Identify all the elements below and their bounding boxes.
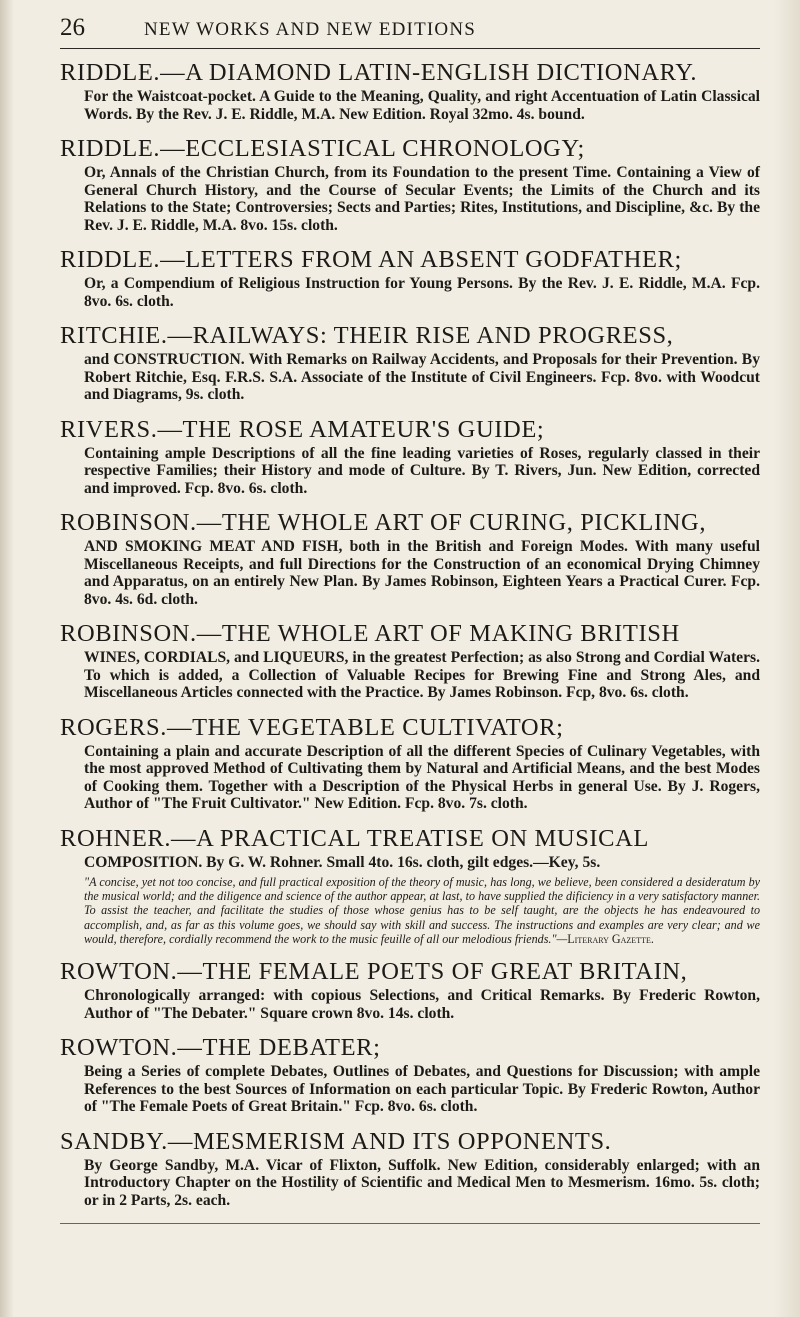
running-title: NEW WORKS AND NEW EDITIONS [144, 19, 477, 40]
entry-headline: ROWTON.—THE DEBATER; [60, 1034, 381, 1062]
catalogue-entry [60, 322, 760, 404]
header-rule [60, 48, 760, 49]
entry-headline: RIDDLE.—ECCLESIASTICAL CHRONOLOGY; [60, 135, 585, 162]
entry-headline: SANDBY.—MESMERISM AND ITS OPPONENTS. [60, 1127, 612, 1155]
entry-description: For the Waistcoat-pocket. A Guide to the Meaning, Quality, and right Accentuation of Latin Classical Words. By the Rev. J. E. Riddle, M.A. New Edition. Royal 32mo. 4s. bound. [84, 88, 760, 123]
entry-description: WINES, CORDIALS, and LIQUEURS, in the greatest Perfection; as also Strong and Cordial Waters. To which is added, a Collection of Valuable Recipes for Brewing Fine and Strong Ales, and Miscellaneous Articles connected with the Practice. By James Robinson. Fcp, 8vo. 6s. cloth. [84, 649, 760, 701]
catalogue-entry [60, 1034, 760, 1116]
catalogue-entry [60, 1128, 760, 1210]
catalogue-entry [60, 825, 760, 947]
catalogue-entry [60, 509, 760, 608]
entry-description: Containing ample Descriptions of all the fine leading varieties of Roses, regularly classed in their respective Families; their History and mode of Culture. By T. Rivers, Jun. New Edition, corrected and improved. Fcp. 8vo. 6s. cloth. [84, 444, 760, 497]
entry-headline: RIDDLE.—LETTERS FROM AN ABSENT GODFATHER; [60, 246, 682, 273]
catalogue-entry [60, 135, 760, 234]
footer-rule [60, 1223, 760, 1224]
catalogue-entry [60, 958, 760, 1022]
catalogue-entry [60, 714, 760, 813]
review-text: "A concise, yet not too concise, and full practical exposition of the theory of music, has long, we believe, been considered a desideratum by the musical world; and the diligence and science of the author appear, at last, to have supplied the dificiency in a very satisfactory manner. To assist the teacher, and facilitate the studies of those whose genius has to be self taught, are the objects he has endeavoured to accomplish, and, as far as this volume goes, we should say with skill and success. The instructions and examples are very clear; and we would, therefore, cordially recommend the work to the music feuille of all our melodious friends."— [84, 875, 760, 946]
entry-description: and CONSTRUCTION. With Remarks on Railway Accidents, and Proposals for their Prevention. By Robert Ritchie, Esq. F.R.S. S.A. Associate of the Institute of Civil Engineers. Fcp. 8vo. with Woodcut and Diagrams, 9s. cloth. [84, 351, 760, 403]
catalogue-entry [60, 620, 760, 702]
entry-headline: RITCHIE.—RAILWAYS: THEIR RISE AND PROGRESS, [60, 322, 674, 349]
press-review [84, 875, 760, 946]
entry-headline: ROWTON.—THE FEMALE POETS OF GREAT BRITAIN, [60, 958, 688, 986]
entry-headline: ROBINSON.—THE WHOLE ART OF MAKING BRITISH [60, 620, 680, 647]
review-source: Literary Gazette. [567, 931, 654, 946]
entry-description: Or, a Compendium of Religious Instruction for Young Persons. By the Rev. J. E. Riddle, M.A. Fcp. 8vo. 6s. cloth. [84, 275, 760, 310]
entry-description: Being a Series of complete Debates, Outlines of Debates, and Questions for Discussion; with ample References to the best Sources of Information on each particular Topic. By Frederic Rowton, Author of "The Female Poets of Great Britain." Fcp. 8vo. 6s. cloth. [84, 1063, 760, 1116]
catalogue-entry [60, 416, 760, 498]
catalogue-entry [60, 59, 760, 123]
catalogue-entry [60, 246, 760, 310]
entry-description: Chronologically arranged: with copious Selections, and Critical Remarks. By Frederic Rowton, Author of "The Debater." Square crown 8vo. 14s. cloth. [84, 987, 760, 1022]
entry-description: Containing a plain and accurate Description of all the different Species of Culinary Vegetables, with the most approved Method of Cultivating them by Natural and Artificial Means, and the best Modes of Cooking them. Together with a Description of the Physical Herbs in general Use. By J. Rogers, Author of "The Fruit Cultivator." New Edition. Fcp. 8vo. 7s. cloth. [84, 742, 760, 812]
entry-headline: RIDDLE.—A DIAMOND LATIN-ENGLISH DICTIONARY. [60, 59, 698, 86]
entry-headline: ROBINSON.—THE WHOLE ART OF CURING, PICKLING, [60, 509, 707, 536]
running-head [60, 14, 756, 44]
entry-description: COMPOSITION. By G. W. Rohner. Small 4to. 16s. cloth, gilt edges.—Key, 5s. [84, 853, 601, 871]
entry-description: Or, Annals of the Christian Church, from its Foundation to the present Time. Containing a View of General Church History, and the Course of Secular Events; the Limits of the Church and its Relations to the State; Controversies; Sects and Parties; Rites, Institutions, and Discipline, &c. By the Rev. J. E. Riddle, M.A. 8vo. 15s. cloth. [84, 164, 760, 234]
entry-description: By George Sandby, M.A. Vicar of Flixton, Suffolk. New Edition, considerably enlarged; with an Introductory Chapter on the Hostility of Scientific and Medical Men to Mesmerism. 16mo. 5s. cloth; or in 2 Parts, 2s. each. [84, 1156, 760, 1209]
entry-headline: RIVERS.—THE ROSE AMATEUR'S GUIDE; [60, 415, 545, 443]
page-number: 26 [60, 14, 85, 41]
entry-description: AND SMOKING MEAT AND FISH, both in the British and Foreign Modes. With many useful Miscellaneous Receipts, and full Directions for the Construction of an economical Drying Chimney and Apparatus, on an entirely New Plan. By James Robinson, Eighteen Years a Practical Curer. Fcp. 8vo. 4s. 6d. cloth. [84, 538, 760, 608]
entry-headline: ROHNER.—A PRACTICAL TREATISE ON MUSICAL [60, 824, 649, 852]
entry-headline: ROGERS.—THE VEGETABLE CULTIVATOR; [60, 713, 564, 741]
